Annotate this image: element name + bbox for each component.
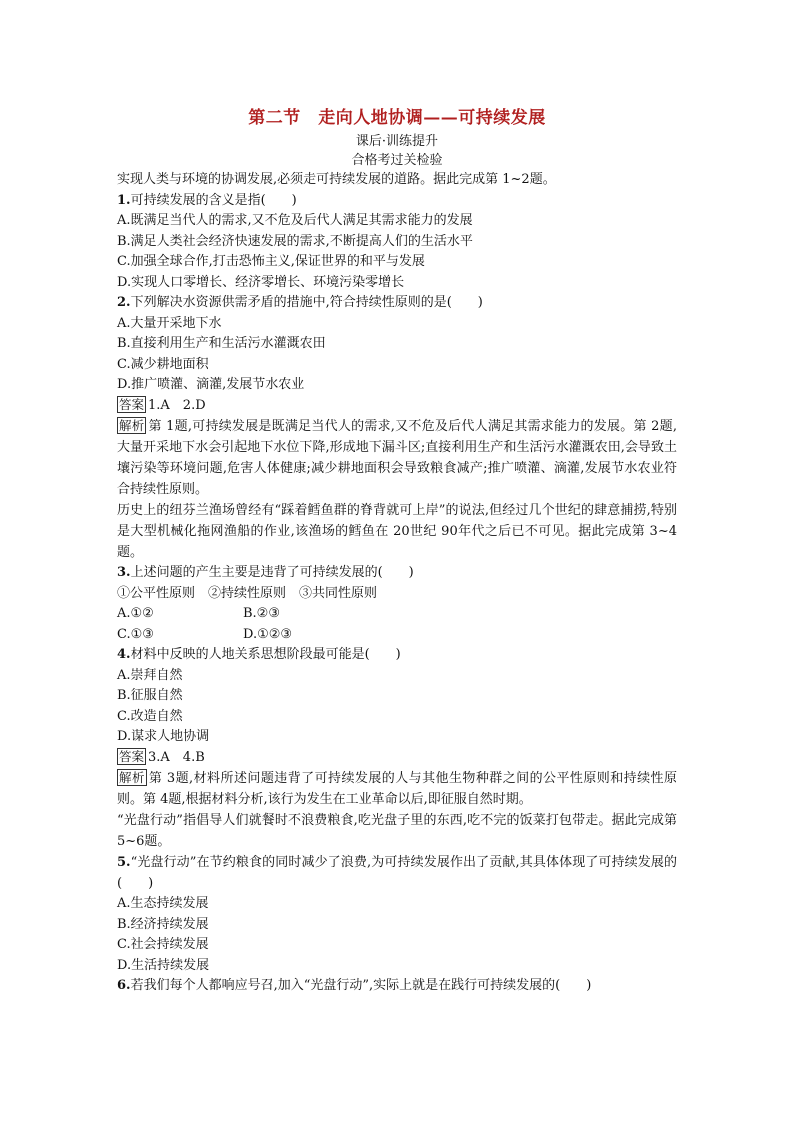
options-3-row-2	[117, 625, 677, 646]
option-4a: A.崇拜自然	[117, 667, 183, 683]
option-3d: D.①②③	[243, 626, 293, 642]
option-2b: B.直接利用生产和生活污水灌溉农田	[117, 336, 326, 351]
question-text: 上述问题的产生主要是违背了可持续发展的( )	[130, 565, 414, 580]
question-3-items: ①公平性原则 ②持续性原则 ③共同性原则	[117, 585, 378, 601]
option-1d: D.实现人口零增长、经济零增长、环境污染零增长	[117, 274, 405, 290]
option-4c: C.改造自然	[117, 708, 183, 724]
answer-1-2	[117, 396, 677, 417]
analysis-1-2	[117, 416, 677, 500]
question-number: 6.	[117, 978, 131, 993]
question-text: “光盘行动”在节约粮食的同时减少了浪费,为可持续发展作出了贡献,其具体体现了可持续发展的( )	[117, 855, 677, 891]
analysis-text: 第 3题,材料所述问题违背了可持续发展的人与其他生物种群之间的公平性原则和持续性原则。第 4题,根据材料分析,该行为发生在工业革命以后,即征服自然时期。	[117, 771, 677, 807]
question-text: 可持续发展的含义是指( )	[130, 192, 297, 208]
option-5c: C.社会持续发展	[117, 937, 209, 952]
subtitle-practice: 课后·训练提升	[355, 134, 439, 149]
answer-text: 1.A 2.D	[148, 397, 206, 413]
option-3c: C.①③	[117, 626, 154, 642]
intro-1-2: 实现人类与环境的协调发展,必须走可持续发展的道路。据此完成第 1~2题。	[117, 172, 556, 187]
option-2d: D.推广喷灌、滴灌,发展节水农业	[117, 377, 305, 392]
answer-3-4	[117, 748, 677, 769]
analysis-3-4	[117, 768, 677, 810]
option-1b: B.满足人类社会经济快速发展的需求,不断提高人们的生活水平	[117, 233, 473, 249]
analysis-label: 解析	[119, 770, 145, 785]
worksheet-page	[117, 104, 677, 997]
question-number: 5.	[117, 855, 131, 870]
option-3b: B.②③	[243, 606, 280, 621]
question-number: 2.	[117, 295, 131, 310]
question-3	[117, 563, 677, 584]
analysis-label: 解析	[119, 418, 145, 433]
answer-label: 答案	[119, 396, 145, 412]
options-3-row-1	[117, 604, 677, 625]
option-1c: C.加强全球合作,打击恐怖主义,保证世界的和平与发展	[117, 254, 425, 269]
option-1a: A.既满足当代人的需求,又不危及后代人满足其需求能力的发展	[117, 213, 473, 228]
answer-text: 3.A 4.B	[148, 749, 205, 765]
intro-5-6: “光盘行动”指倡导人们就餐时不浪费粮食,吃光盘子里的东西,吃不完的饭菜打包带走。据此完成第 5~6题。	[117, 813, 677, 849]
option-5a: A.生态持续发展	[117, 896, 209, 911]
question-number: 4.	[117, 647, 131, 662]
question-text: 下列解决水资源供需矛盾的措施中,符合持续性原则的是( )	[130, 295, 483, 310]
analysis-text: 第 1题,可持续发展是既满足当代人的需求,又不危及后代人满足其需求能力的发展。第 2题,大量开采地下水会引起地下水位下降,形成地下漏斗区;直接利用生产和生活污水灌溉农田,会导致土壤污染等环境问题,危害人体健康;减少耕地面积会导致粮食减产;推广喷灌、滴灌,发展节水农业符合持续性原则。	[117, 419, 677, 497]
question-number: 1.	[117, 192, 131, 208]
question-1	[117, 191, 677, 212]
question-4	[117, 645, 677, 666]
question-text: 材料中反映的人地关系思想阶段最可能是( )	[130, 647, 401, 662]
question-text: 若我们每个人都响应号召,加入“光盘行动”,实际上就是在践行可持续发展的( )	[130, 978, 592, 993]
subtitle-check: 合格考过关检验	[351, 153, 443, 168]
option-5d: D.生活持续发展	[117, 957, 210, 973]
option-2c: C.减少耕地面积	[117, 356, 209, 372]
answer-label: 答案	[119, 748, 145, 764]
question-6	[117, 976, 677, 997]
intro-3-4: 历史上的纽芬兰渔场曾经有“踩着鳕鱼群的脊背就可上岸”的说法,但经过几个世纪的肆意捕捞,特别是大型机械化拖网渔船的作业,该渔场的鳕鱼在 20世纪 90年代之后已不可见。据此完成第 3~4题。	[117, 503, 677, 560]
question-number: 3.	[117, 565, 131, 580]
question-2	[117, 293, 677, 314]
option-2a: A.大量开采地下水	[117, 315, 222, 331]
option-4d: D.谋求人地协调	[117, 729, 210, 744]
page-title: 第二节 走向人地协调——可持续发展	[248, 108, 546, 128]
option-5b: B.经济持续发展	[117, 916, 209, 932]
option-3a: A.①②	[117, 606, 154, 621]
question-5	[117, 852, 677, 894]
option-4b: B.征服自然	[117, 688, 183, 703]
